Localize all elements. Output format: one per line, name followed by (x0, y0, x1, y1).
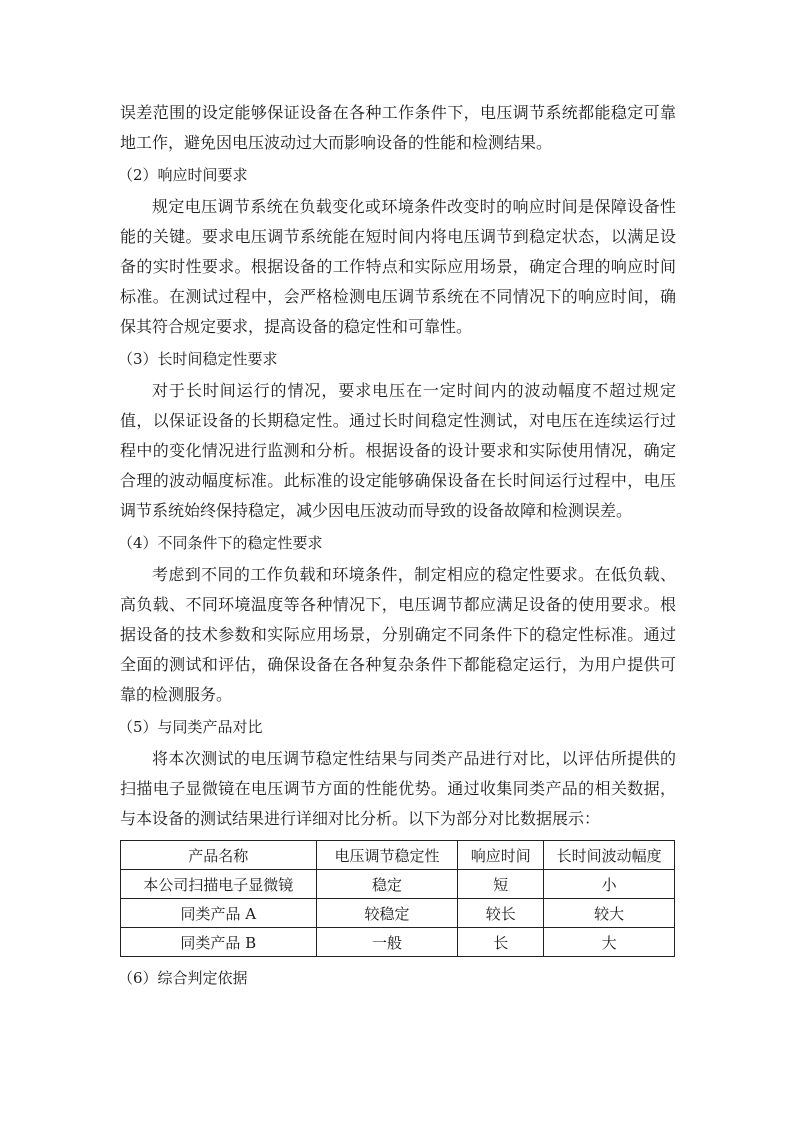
table-cell: 大 (544, 928, 675, 957)
document-page (120, 98, 676, 995)
section-heading: （5）与同类产品对比 (118, 718, 263, 736)
section-response-time (120, 158, 676, 342)
section-heading: （3）长时间稳定性要求 (118, 350, 278, 368)
section-body: 考虑到不同的工作负载和环境条件，制定相应的稳定性要求。在低负载、高负载、不同环境温度等各种情况下，电压调节都应满足设备的使用要求。根据设备的技术参数和实际应用场景，分别确定不同条件下的稳定性标准。通过全面的测试和评估，确保设备在各种复杂条件下都能稳定运行，为用户提供可靠的检测服务。 (120, 565, 676, 704)
intro-paragraph: 误差范围的设定能够保证设备在各种工作条件下，电压调节系统都能稳定可靠地工作，避免因电压波动过大而影响设备的性能和检测结果。 (120, 103, 676, 152)
table-cell: 一般 (316, 928, 458, 957)
table-cell: 较长 (458, 899, 544, 928)
table-row (121, 870, 675, 899)
section-heading: （2）响应时间要求 (118, 166, 248, 184)
section-long-term-stability (120, 342, 676, 526)
section-heading-final: （6）综合判定依据 (118, 969, 248, 987)
table-cell: 短 (458, 870, 544, 899)
table-cell: 同类产品 B (121, 928, 317, 957)
table-cell: 较稳定 (316, 899, 458, 928)
section-body: 规定电压调节系统在负载变化或环境条件改变时的响应时间是保障设备性能的关键。要求电压调节系统能在短时间内将电压调节到稳定状态，以满足设备的实时性要求。根据设备的工作特点和实际应用场景，确定合理的响应时间标准。在测试过程中，会严格检测电压调节系统在不同情况下的响应时间，确保其符合规定要求，提高设备的稳定性和可靠性。 (120, 197, 676, 336)
section-body: 对于长时间运行的情况，要求电压在一定时间内的波动幅度不超过规定值，以保证设备的长期稳定性。通过长时间稳定性测试，对电压在连续运行过程中的变化情况进行监测和分析。根据设备的设计要求和实际使用情况，确定合理的波动幅度标准。此标准的设定能够确保设备在长时间运行过程中，电压调节系统始终保持稳定，减少因电压波动而导致的设备故障和检测误差。 (120, 381, 676, 520)
section-condition-stability (120, 526, 676, 710)
column-header: 产品名称 (121, 841, 317, 870)
table-row (121, 899, 675, 928)
section-heading: （4）不同条件下的稳定性要求 (118, 534, 323, 552)
column-header: 响应时间 (458, 841, 544, 870)
table-cell: 较大 (544, 899, 675, 928)
comparison-table (120, 840, 675, 957)
section-body: 将本次测试的电压调节稳定性结果与同类产品进行对比，以评估所提供的扫描电子显微镜在电压调节方面的性能优势。通过收集同类产品的相关数据，与本设备的测试结果进行详细对比分析。以下为部分对比数据展示： (120, 749, 676, 828)
column-header: 长时间波动幅度 (544, 841, 675, 870)
table-cell: 同类产品 A (121, 899, 317, 928)
column-header: 电压调节稳定性 (316, 841, 458, 870)
table-row (121, 928, 675, 957)
table-cell: 本公司扫描电子显微镜 (121, 870, 317, 899)
table-cell: 稳定 (316, 870, 458, 899)
table-cell: 小 (544, 870, 675, 899)
section-product-comparison (120, 710, 676, 834)
table-cell: 长 (458, 928, 544, 957)
table-header-row (121, 841, 675, 870)
